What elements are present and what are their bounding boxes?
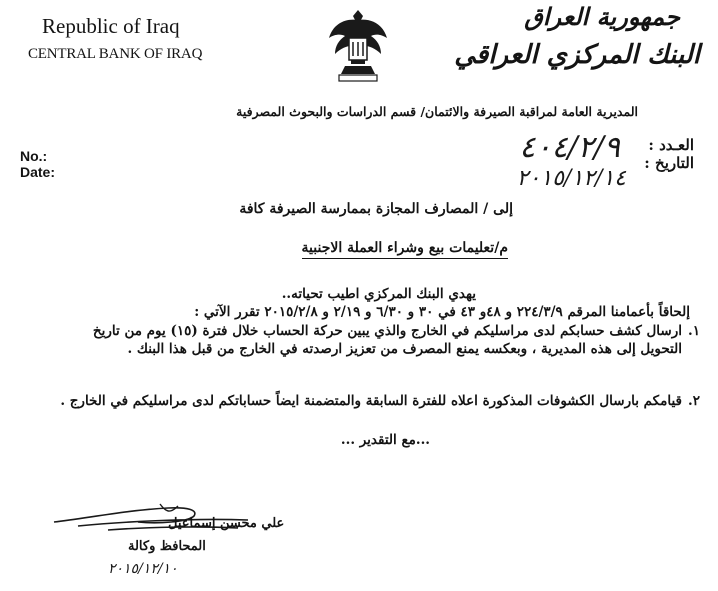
signature-date: ٢٠١٥/١٢/١٠ (108, 561, 178, 577)
date-label: Date: (20, 164, 56, 180)
country-name-en: Republic of Iraq (42, 14, 180, 38)
bank-name-en: CENTRAL BANK OF IRAQ (28, 46, 203, 62)
list-item (52, 392, 700, 410)
list-item-number: ١. (688, 323, 700, 339)
list-item-text: قيامكم بارسال الكشوفات المذكورة اعلاه للفترة السابقة والمتضمنة ايضاً حساباتكم لدى مراسليكم في الخارج . (60, 393, 682, 409)
country-name-ar: جمهورية العراق (524, 2, 680, 31)
bank-name-ar: البنك المركزي العراقي (454, 40, 700, 70)
list-item-number: ٢. (688, 393, 700, 409)
list-item (52, 322, 700, 358)
department-line: المديرية العامة لمراقبة الصيرفة والائتمان/ قسم الدراسات والبحوث المصرفية (236, 104, 638, 119)
reference-paragraph: إلحاقاً بأعمامنا المرقم ٢٢٤/٣/٩ و ٤٨و ٤٣ في ٣٠ و ٦/٣٠ و ٢/١٩ و ٢٠١٥/٢/٨ تقرر الآتي : (194, 304, 690, 320)
letter-date: ٢٠١٥/١٢/١٤ (516, 166, 626, 191)
greeting: يهدي البنك المركزي اطيب تحياته.. (281, 286, 476, 302)
signatory-name: علي محسن إسماعيل (168, 516, 285, 531)
closing-regards: ...مع التقدير ... (340, 432, 430, 448)
reference-label-ar: العـدد : (648, 136, 694, 154)
recipient-line: إلى / المصارف المجازة بممارسة الصيرفة كافة (239, 201, 513, 217)
date-label-ar: التاريخ : (644, 154, 694, 172)
iraq-eagle-emblem-icon (325, 4, 391, 84)
signatory-title: المحافظ وكالة (128, 539, 206, 554)
list-item-text: ارسال كشف حسابكم لدى مراسليكم في الخارج والذي يبين حركة الحساب خلال فترة (١٥) يوم من تاريخ التحويل إلى هذه المديرية ، وبعكسه يمنع المصرف من تعزيز ارصدته في الخارج من قبل هذا البنك . (92, 323, 682, 357)
number-label: No.: (20, 148, 48, 164)
subject-line: م/تعليمات بيع وشراء العملة الاجنبية (302, 240, 508, 259)
reference-number: ٤٠٤/٢/٩ (519, 130, 620, 165)
